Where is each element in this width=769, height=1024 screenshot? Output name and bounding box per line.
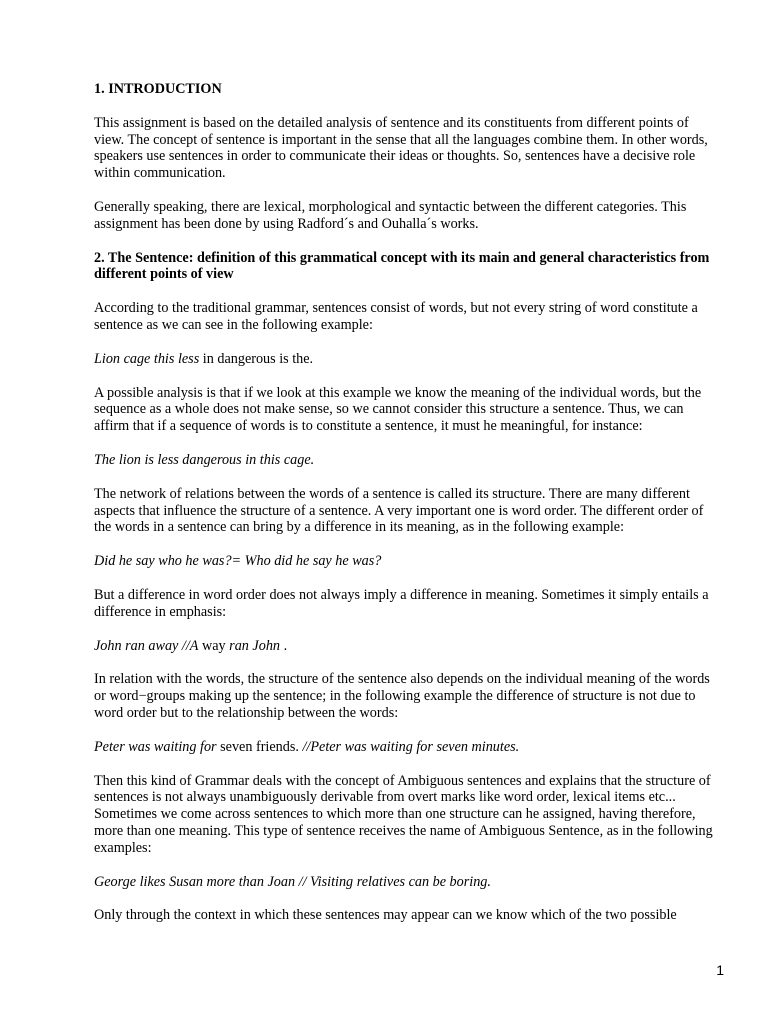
example-john-ran-plain: way	[198, 637, 230, 654]
example-peter-waiting	[94, 739, 716, 756]
example-lion-sentence	[94, 452, 716, 469]
example-george-susan-italic: George likes Susan more than Joan // Visiting relatives can be boring.	[94, 873, 491, 890]
page-number: 1	[716, 962, 724, 978]
example-lion-sentence-italic: The lion is less dangerous in this cage.	[94, 451, 315, 468]
example-john-ran-end: .	[280, 637, 288, 654]
intro-paragraph-1: This assignment is based on the detailed analysis of sentence and its constituents from different points of view. The concept of sentence is important in the sense that all the languages combine them. In other words, speakers use sentences in order to communicate their ideas or thoughts. So, sentences have a decisive role within communication.	[94, 114, 708, 182]
paragraph-emphasis: But a difference in word order does not always imply a difference in meaning. Sometimes it simply entails a difference in emphasis:	[94, 586, 709, 620]
document-page	[94, 81, 716, 941]
example-lion-cage-plain: in dangerous is the.	[199, 350, 314, 367]
example-peter-waiting-italic-1: Peter was waiting for	[94, 738, 217, 755]
example-george-susan	[94, 874, 716, 891]
section-1-heading: 1. INTRODUCTION	[94, 81, 222, 97]
example-peter-waiting-italic-2: //Peter was waiting for seven minutes.	[302, 738, 520, 755]
paragraph-traditional-grammar: According to the traditional grammar, sentences consist of words, but not every string of word constitute a sentence as we can see in the following example:	[94, 300, 698, 333]
paragraph-context: Only through the context in which these sentences may appear can we know which of the two possible	[94, 907, 677, 924]
example-lion-cage	[94, 351, 716, 368]
paragraph-possible-analysis: A possible analysis is that if we look at this example we know the meaning of the individual words, but the sequence as a whole does not make sense, so we cannot consider this structure a sentence. Thus, we can affirm that if a sequence of words is to constitute a sentence, it must he meaningful, for instance:	[94, 384, 702, 435]
paragraph-word-relation: In relation with the words, the structure of the sentence also depends on the individual meaning of the words or word−groups making up the sentence; in the following example the difference of structure is not due to word order but to the relationship between the words:	[94, 671, 710, 721]
example-who-was	[94, 553, 716, 570]
example-lion-cage-italic: Lion cage this less	[94, 350, 200, 367]
example-john-ran-italic-2: ran John	[229, 637, 281, 654]
example-peter-waiting-plain: seven friends.	[216, 738, 303, 755]
example-who-was-italic: Did he say who he was?= Who did he say he was?	[94, 553, 382, 570]
paragraph-network-relations: The network of relations between the words of a sentence is called its structure. There are many different aspects that influence the structure of a sentence. A very important one is word order. The different order of the words in a sentence can bring by a difference in its meaning, as in the following example:	[94, 485, 704, 536]
paragraph-ambiguous-sentences: Then this kind of Grammar deals with the concept of Ambiguous sentences and explains that the structure of sentences is not always unambiguously derivable from overt marks like word order, lexical items etc... Sometimes we come across sentences to which more than one structure can he assigned, having therefore, more than one meaning. This type of sentence receives the name of Ambiguous Sentence, as in the following examples:	[94, 772, 713, 856]
example-john-ran	[94, 638, 716, 655]
example-john-ran-italic-1: John ran away //A	[94, 637, 199, 654]
intro-paragraph-2: Generally speaking, there are lexical, morphological and syntactic between the different categories. This assignment has been done by using Radford´s and Ouhalla´s works.	[94, 198, 687, 232]
section-2-heading: 2. The Sentence: definition of this grammatical concept with its main and general characteristics from different points of view	[94, 249, 710, 283]
